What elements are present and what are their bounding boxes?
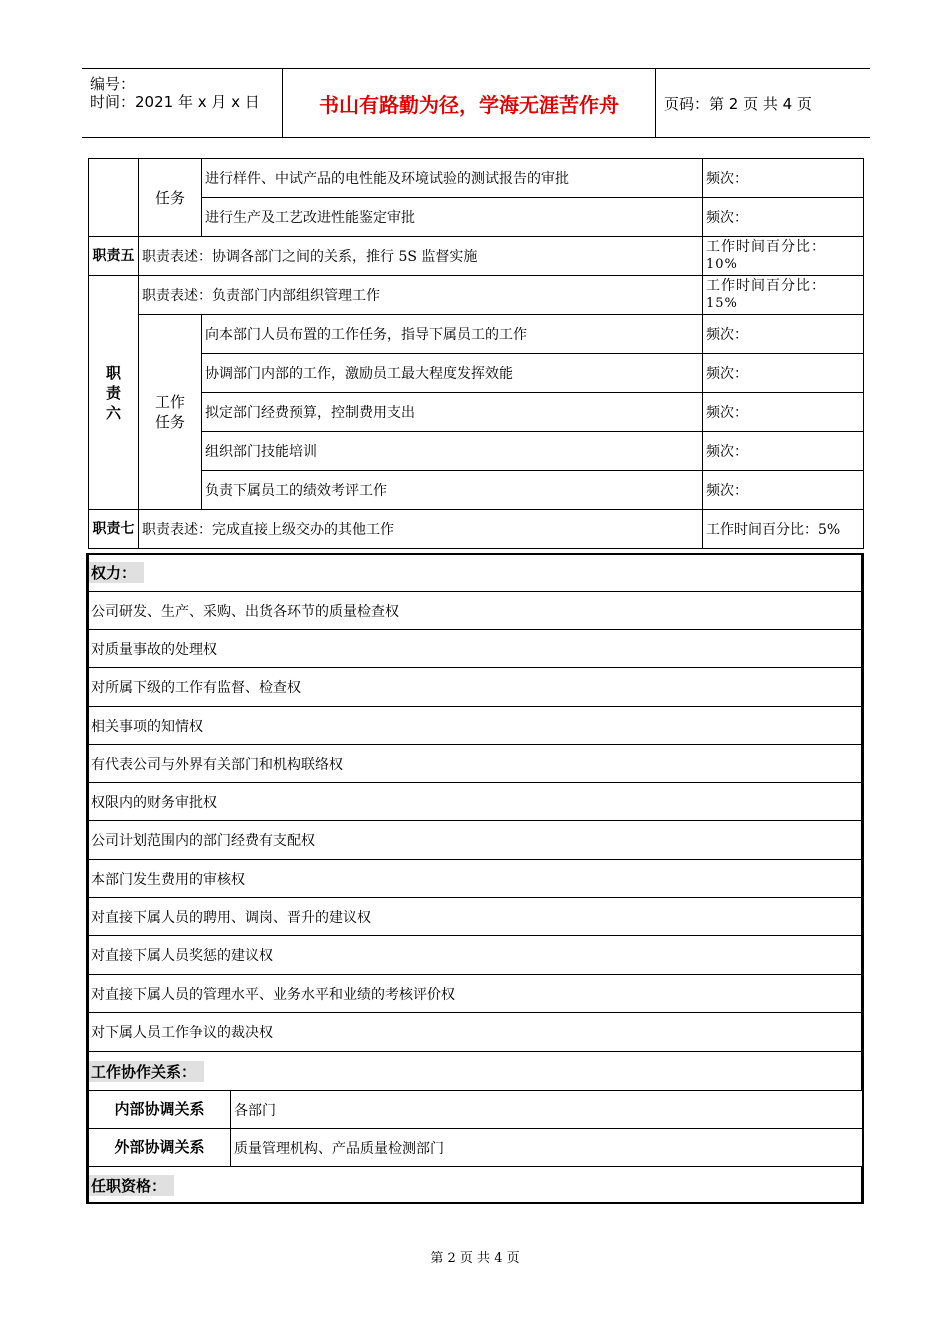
table-row [89,315,864,354]
duty-description: 职责表述：负责部门内部组织管理工作 [139,276,703,315]
task-text: 拟定部门经费预算，控制费用支出 [202,393,703,432]
qualification-heading [88,1166,862,1204]
list-item: 相关事项的知情权 [88,706,862,744]
time-percentage-label: 工作时间百分比： [706,278,826,294]
frequency: 频次： [703,393,864,432]
task-label [139,315,202,510]
page-header [82,68,870,138]
table-row [89,159,864,198]
task-text: 向本部门人员布置的工作任务，指导下属员工的工作 [202,315,703,354]
frequency: 频次： [703,354,864,393]
table-row [89,354,864,393]
qualification-heading-text: 任职资格： [89,1175,174,1196]
duty-label: 职责五 [89,237,139,276]
header-meta [82,69,282,137]
frequency: 频次： [703,159,864,198]
internal-relations-value: 各部门 [231,1091,863,1129]
frequency: 频次： [703,198,864,237]
duty-description: 职责表述：协调各部门之间的关系，推行 5S 监督实施 [139,237,703,276]
table-row [89,276,864,315]
page-footer: 第 2 页 共 4 页 [430,1251,520,1266]
table-row [89,198,864,237]
time-percentage-value: 15% [706,296,738,311]
time-percentage-value: 10% [706,257,738,272]
number-label: 编号： [90,75,136,93]
task-label: 任务 [139,159,202,237]
table-row [89,1129,863,1167]
motto: 书山有路勤为径，学海无涯苦作舟 [319,92,619,117]
task-text: 进行生产及工艺改进性能鉴定审批 [202,198,703,237]
table-row [89,510,864,549]
list-item: 对质量事故的处理权 [88,629,862,667]
list-item: 对直接下属人员奖惩的建议权 [88,935,862,974]
duty-label: 职责七 [89,510,139,549]
table-row [89,393,864,432]
table-row [89,471,864,510]
external-relations-label: 外部协调关系 [89,1129,231,1167]
relations-heading-text: 工作协作关系： [89,1061,204,1082]
duty-label [89,276,139,510]
list-item: 有代表公司与外界有关部门和机构联络权 [88,744,862,782]
page-label: 页码：第 2 页 共 4 页 [664,94,812,113]
list-item: 公司研发、生产、采购、出货各环节的质量检查权 [88,591,862,629]
internal-relations-label: 内部协调关系 [89,1091,231,1129]
list-item: 本部门发生费用的审核权 [88,859,862,897]
table-row [89,237,864,276]
task-text: 协调部门内部的工作，激励员工最大程度发挥效能 [202,354,703,393]
powers-heading-text: 权力： [89,562,144,583]
frequency: 频次： [703,471,864,510]
time-percentage: 工作时间百分比：5% [703,510,864,549]
task-text: 负责下属员工的绩效考评工作 [202,471,703,510]
duty-label-text: 职责六 [106,363,122,422]
date-label: 时间：2021 年 x 月 x 日 [90,93,260,111]
time-percentage [703,237,864,276]
blank-cell [89,159,139,237]
list-item: 对直接下属人员的聘用、调岗、晋升的建议权 [88,897,862,935]
task-label-text: 工作任务 [155,393,186,431]
duty-description: 职责表述：完成直接上级交办的其他工作 [139,510,703,549]
task-text: 进行样件、中试产品的电性能及环境试验的测试报告的审批 [202,159,703,198]
header-motto-cell [282,69,656,137]
frequency: 频次： [703,315,864,354]
list-item: 对下属人员工作争议的裁决权 [88,1012,862,1051]
relations-heading [88,1051,862,1090]
list-item: 对所属下级的工作有监督、检查权 [88,667,862,706]
relations-table [88,1090,863,1167]
duty-table [88,158,864,549]
list-item: 权限内的财务审批权 [88,782,862,820]
list-item: 公司计划范围内的部门经费有支配权 [88,820,862,859]
table-row [89,432,864,471]
time-percentage [703,276,864,315]
external-relations-value: 质量管理机构、产品质量检测部门 [231,1129,863,1167]
time-percentage-label: 工作时间百分比： [706,239,826,255]
task-text: 组织部门技能培训 [202,432,703,471]
powers-heading [88,553,862,591]
frequency: 频次： [703,432,864,471]
table-row [89,1091,863,1129]
list-item: 对直接下属人员的管理水平、业务水平和业绩的考核评价权 [88,974,862,1012]
